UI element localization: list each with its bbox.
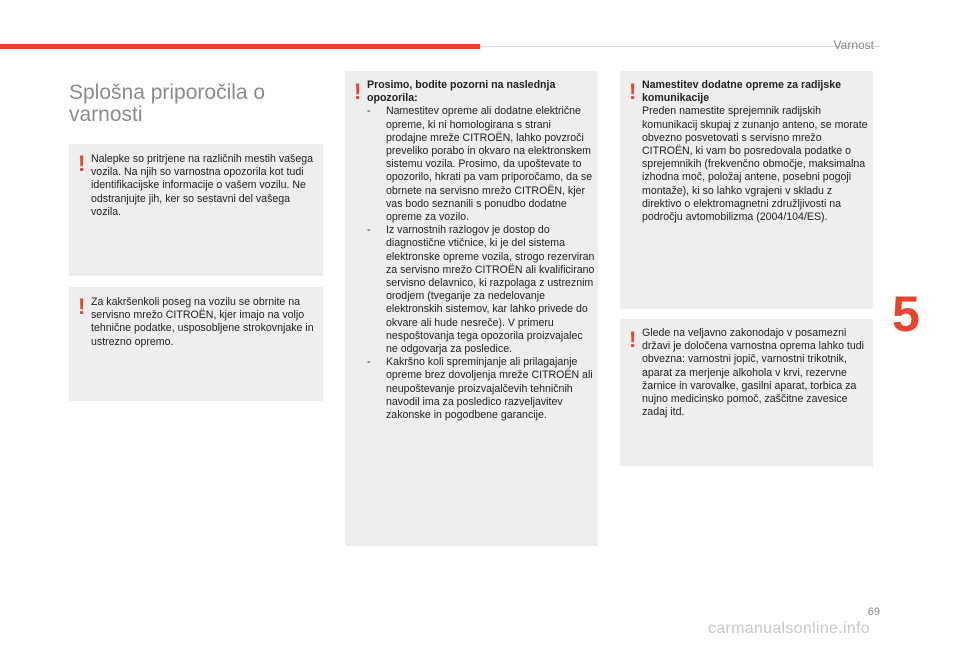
warning-content	[367, 79, 595, 422]
warning-heading: Namestitev dodatne opreme za radijske komunikacije	[642, 79, 842, 105]
warning-text: Nalepke so pritrjene na različnih mestih vašega vozila. Na njih so varnostna opozorila kot tudi identifikacijske informacije o vašem vozilu. Ne odstranjujte jih, ker so sestavni del vašega vozila.	[91, 153, 313, 218]
chapter-number: 5	[892, 286, 920, 342]
header-rule	[480, 46, 880, 47]
warning-exclamation-icon: !	[629, 79, 637, 104]
warning-text: Za kakršenkoli poseg na vozilu se obrnite na servisno mrežo CITROËN, kjer imajo na voljo tehnične podatke, usposobljene strokovnjake in ustrezno opremo.	[91, 296, 314, 348]
section-title: Varnost	[833, 38, 874, 52]
list-item: - Kakršno koli spreminjanje ali prilagajanje opreme brez dovoljenja mreže CITROËN ali neupoštevanje proizvajalčevih tehničnih navodil ima za posledico razveljavitev zakonske in pogodbene garancije.	[367, 356, 593, 422]
list-item: - Namestitev opreme ali dodatne električne opreme, ki ni homologirana s strani prodajne mreže CITROËN, lahko povzroči preveliko porabo in okvaro na elektronskem sistemu vozila. Prosimo, da upoštevate to opozorilo, hkrati pa vam priporočamo, da se obrnete na servisno mrežo CITROËN, kjer vas bodo seznanili s ponudbo dodatne opreme za vozilo.	[367, 105, 593, 224]
page-number: 69	[867, 606, 880, 618]
warning-exclamation-icon: !	[354, 79, 362, 104]
warning-box-cautions	[345, 71, 598, 546]
warning-exclamation-icon: !	[78, 294, 86, 319]
warning-heading: Prosimo, bodite pozorni na naslednja opozorila:	[367, 79, 556, 105]
caution-list	[367, 105, 595, 422]
list-item: - Iz varnostnih razlogov je dostop do diagnostične vtičnice, ki je del sistema elektronske opreme vozila, strogo rezerviran za servisno mrežo CITROËN ali kvalificirano servisno delavnico, ki razpolaga z ustreznim orodjem (tveganje za nedelovanje elektronskih sistemov, kar lahko privede do okvare ali hude nesreče). V primeru nespoštovanja tega opozorila proizvajalec ne odgovarja za posledice.	[367, 224, 595, 356]
warning-text: Preden namestite sprejemnik radijskih komunikacij skupaj z zunanjo anteno, se morate obvezno posvetovati s servisno mrežo CITROËN, ki vam bo posredovala podatke o sprejemnikih (frekvenčno območje, maksimalna izhodna moč, položaj antene, posebni pogoji montaže), ki so lahko vgrajeni v skladu z direktivo o elektromagnetni združljivosti na področju avtomobilizma (2004/104/ES).	[642, 105, 868, 224]
header-accent-bar	[0, 44, 480, 49]
warning-content	[642, 79, 870, 224]
warning-box-mandatory-equipment	[620, 319, 873, 466]
warning-exclamation-icon: !	[629, 327, 637, 352]
page-title: Splošna priporočila o varnosti	[69, 81, 266, 127]
warning-box-radio	[620, 71, 873, 309]
warning-exclamation-icon: !	[78, 151, 86, 176]
warning-text: Glede na veljavno zakonodajo v posamezni državi je določena varnostna oprema lahko tudi obvezna: varnostni jopič, varnostni trikotnik, aparat za merjenje alkohola v krvi, rezervne žarnice in varovalke, gasilni aparat, torbica za nujno medicinsko pomoč, zaščitne zavesice zadaj itd.	[642, 327, 865, 419]
watermark: carmanualsonline.info	[708, 620, 870, 637]
warning-box-labels	[69, 144, 323, 276]
warning-box-service	[69, 287, 323, 401]
